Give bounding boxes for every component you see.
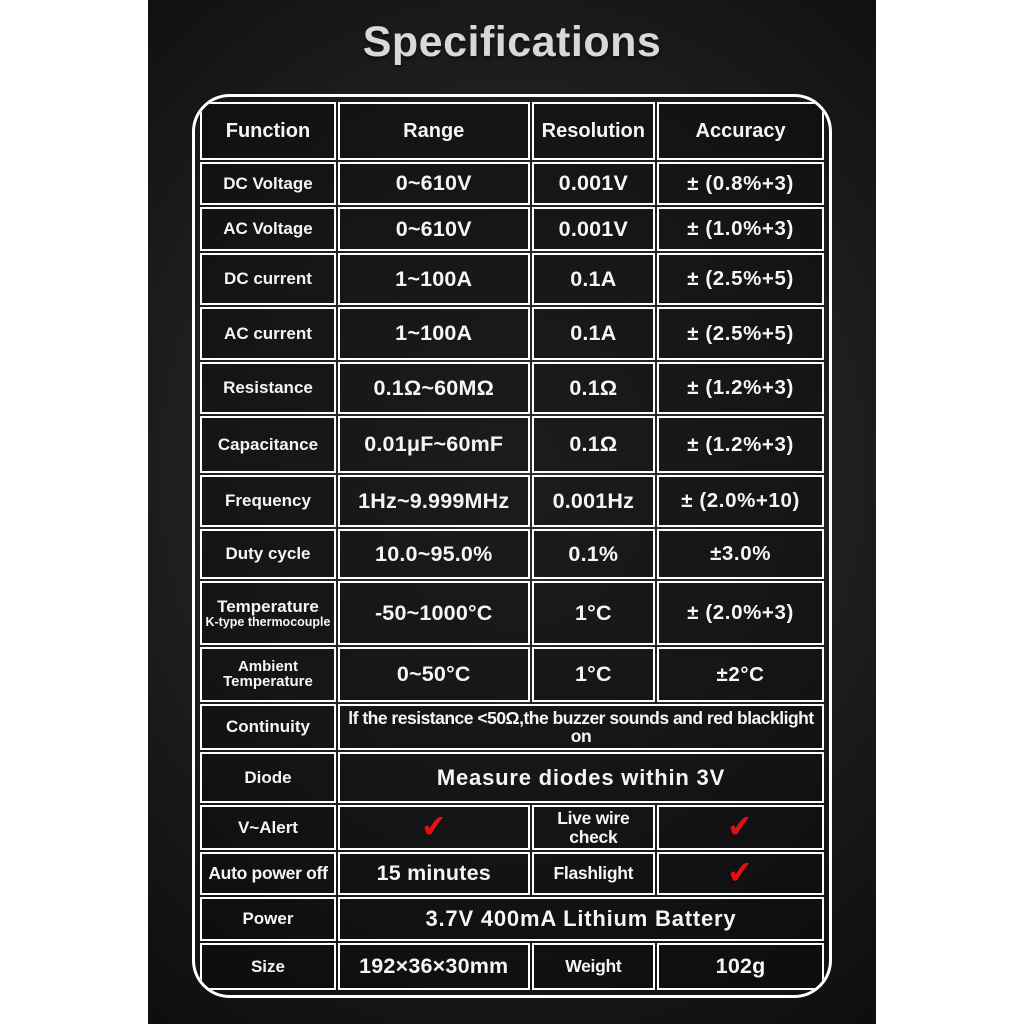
cell-text: 102g bbox=[715, 954, 766, 979]
table-cell bbox=[657, 581, 824, 645]
table-cell bbox=[657, 943, 824, 990]
cell-text: DC current bbox=[224, 269, 312, 289]
cell-text: ± (0.8%+3) bbox=[687, 171, 794, 195]
table-cell bbox=[338, 475, 530, 527]
cell-text: Frequency bbox=[224, 491, 311, 511]
table-cell bbox=[657, 253, 824, 305]
table-cell bbox=[532, 253, 656, 305]
cell-text: AC Voltage bbox=[223, 219, 313, 239]
cell-text: 0.1% bbox=[568, 541, 619, 566]
function-cell bbox=[200, 581, 336, 645]
cell-text: Continuity bbox=[225, 717, 310, 737]
cell-text: Resistance bbox=[223, 378, 313, 398]
function-cell bbox=[200, 307, 336, 360]
cell-text: ± (2.0%+3) bbox=[687, 601, 794, 625]
cell-subtext: Temperature bbox=[223, 672, 313, 690]
table-cell-check bbox=[657, 852, 824, 895]
table-cell bbox=[532, 475, 656, 527]
table-row bbox=[200, 897, 824, 941]
table-cell bbox=[532, 943, 656, 990]
cell-text: 1°C bbox=[574, 662, 612, 687]
table-cell-check bbox=[338, 805, 530, 850]
cell-text: Weight bbox=[565, 956, 622, 977]
table-cell bbox=[657, 362, 824, 414]
cell-text: 0.01μF~60mF bbox=[364, 432, 504, 457]
cell-text: lf the resistance <50Ω,the buzzer sounds and red blacklight on bbox=[348, 707, 814, 746]
table-cell bbox=[657, 207, 824, 251]
cell-text: 0.001V bbox=[558, 171, 628, 196]
function-cell bbox=[200, 752, 336, 803]
page-title: Specifications bbox=[362, 18, 662, 66]
table-cell bbox=[657, 307, 824, 360]
function-cell bbox=[200, 475, 336, 527]
cell-text: ± (1.0%+3) bbox=[687, 217, 794, 241]
table-cell bbox=[338, 207, 530, 251]
table-cell bbox=[657, 162, 824, 205]
table-cell bbox=[338, 647, 530, 702]
function-cell bbox=[200, 253, 336, 305]
table-cell bbox=[532, 362, 656, 414]
cell-text: ± (1.2%+3) bbox=[687, 376, 794, 400]
table-row bbox=[200, 581, 824, 645]
table-cell bbox=[338, 943, 530, 990]
cell-text: DC Voltage bbox=[223, 173, 313, 193]
table-row bbox=[200, 752, 824, 803]
function-cell bbox=[200, 362, 336, 414]
cell-text: Capacitance bbox=[217, 434, 319, 454]
function-cell bbox=[200, 416, 336, 473]
column-header-accuracy: Accuracy bbox=[657, 102, 824, 160]
function-cell bbox=[200, 207, 336, 251]
function-cell bbox=[200, 647, 336, 702]
cell-text: 15 minutes bbox=[376, 861, 491, 886]
column-header-resolution: Resolution bbox=[532, 102, 656, 160]
table-cell bbox=[338, 581, 530, 645]
table-cell bbox=[338, 529, 530, 579]
cell-text: 1Hz~9.999MHz bbox=[358, 488, 510, 513]
cell-text: ±3.0% bbox=[710, 542, 772, 566]
table-row bbox=[200, 416, 824, 473]
cell-text: 10.0~95.0% bbox=[375, 541, 493, 566]
spec-panel bbox=[148, 0, 876, 1024]
table-cell bbox=[532, 162, 656, 205]
check-icon: ✔ bbox=[419, 808, 449, 846]
table-cell bbox=[532, 805, 656, 850]
cell-text: Auto power off bbox=[208, 863, 328, 884]
check-icon: ✔ bbox=[726, 808, 755, 846]
cell-text: Diode bbox=[244, 767, 292, 787]
table-cell bbox=[338, 897, 824, 941]
function-cell bbox=[200, 943, 336, 990]
column-header-range: Range bbox=[338, 102, 530, 160]
table-cell bbox=[657, 475, 824, 527]
check-icon: ✔ bbox=[726, 854, 755, 892]
cell-text: Live wire check bbox=[557, 808, 630, 847]
table-cell bbox=[338, 253, 530, 305]
table-row bbox=[200, 475, 824, 527]
function-cell bbox=[200, 529, 336, 579]
cell-text: Measure diodes within 3V bbox=[436, 764, 726, 790]
table-cell bbox=[532, 852, 656, 895]
spec-table bbox=[198, 100, 826, 992]
table-body bbox=[200, 162, 824, 990]
cell-text: 1~100A bbox=[395, 321, 473, 346]
function-cell bbox=[200, 805, 336, 850]
table-row bbox=[200, 943, 824, 990]
cell-subtext: K-type thermocouple bbox=[205, 614, 331, 629]
table-cell bbox=[532, 647, 656, 702]
table-row bbox=[200, 805, 824, 850]
cell-text: ± (2.5%+5) bbox=[687, 321, 794, 345]
table-cell bbox=[338, 416, 530, 473]
table-row bbox=[200, 362, 824, 414]
cell-text: ± (2.0%+10) bbox=[681, 489, 800, 513]
table-cell bbox=[657, 647, 824, 702]
table-cell bbox=[338, 307, 530, 360]
function-cell bbox=[200, 162, 336, 205]
cell-text: 0~50°C bbox=[396, 662, 471, 687]
cell-text: AC current bbox=[224, 323, 312, 343]
table-row bbox=[200, 207, 824, 251]
table-row bbox=[200, 852, 824, 895]
cell-text: Temperature bbox=[217, 596, 319, 616]
table-cell bbox=[532, 529, 656, 579]
cell-text: 3.7V 400mA Lithium Battery bbox=[425, 906, 737, 932]
table-row bbox=[200, 307, 824, 360]
table-header bbox=[200, 102, 824, 160]
function-cell bbox=[200, 704, 336, 750]
table-cell-check bbox=[657, 805, 824, 850]
table-cell bbox=[532, 581, 656, 645]
function-cell bbox=[200, 852, 336, 895]
cell-text: Ambient bbox=[237, 658, 298, 676]
cell-text: 0.001Hz bbox=[552, 488, 635, 513]
cell-text: ± (2.5%+5) bbox=[687, 267, 794, 291]
table-cell bbox=[338, 704, 824, 750]
cell-text: 1~100A bbox=[395, 266, 473, 291]
table-row bbox=[200, 253, 824, 305]
table-cell bbox=[657, 416, 824, 473]
cell-text: 0.1A bbox=[570, 266, 617, 291]
table-cell bbox=[338, 852, 530, 895]
cell-text: 0~610V bbox=[395, 216, 472, 241]
table-row bbox=[200, 529, 824, 579]
cell-text: Flashlight bbox=[553, 863, 634, 884]
cell-text: 0.001V bbox=[558, 216, 628, 241]
table-row bbox=[200, 162, 824, 205]
cell-text: -50~1000°C bbox=[374, 600, 493, 625]
cell-text: Duty cycle bbox=[225, 544, 311, 564]
cell-text: ± (1.2%+3) bbox=[687, 432, 794, 456]
cell-text: 0.1A bbox=[570, 321, 617, 346]
cell-text: Size bbox=[250, 956, 285, 976]
spec-table-border bbox=[192, 94, 832, 998]
cell-text: Power bbox=[242, 909, 294, 929]
cell-text: V~Alert bbox=[237, 817, 298, 837]
cell-text: 0.1Ω bbox=[569, 375, 618, 400]
cell-text: 0.1Ω bbox=[569, 432, 618, 457]
column-header-function: Function bbox=[200, 102, 336, 160]
cell-text: ±2°C bbox=[716, 662, 765, 686]
table-cell bbox=[532, 416, 656, 473]
table-cell bbox=[338, 752, 824, 803]
cell-text: 0.1Ω~60MΩ bbox=[373, 375, 495, 400]
table-cell bbox=[532, 207, 656, 251]
cell-text: 1°C bbox=[574, 600, 612, 625]
cell-text: 0~610V bbox=[395, 171, 472, 196]
table-cell bbox=[657, 529, 824, 579]
table-cell bbox=[338, 362, 530, 414]
table-cell bbox=[532, 307, 656, 360]
cell-text: 192×36×30mm bbox=[359, 954, 509, 979]
header-row bbox=[200, 102, 824, 160]
table-row bbox=[200, 647, 824, 702]
table-cell bbox=[338, 162, 530, 205]
function-cell bbox=[200, 897, 336, 941]
table-row bbox=[200, 704, 824, 750]
